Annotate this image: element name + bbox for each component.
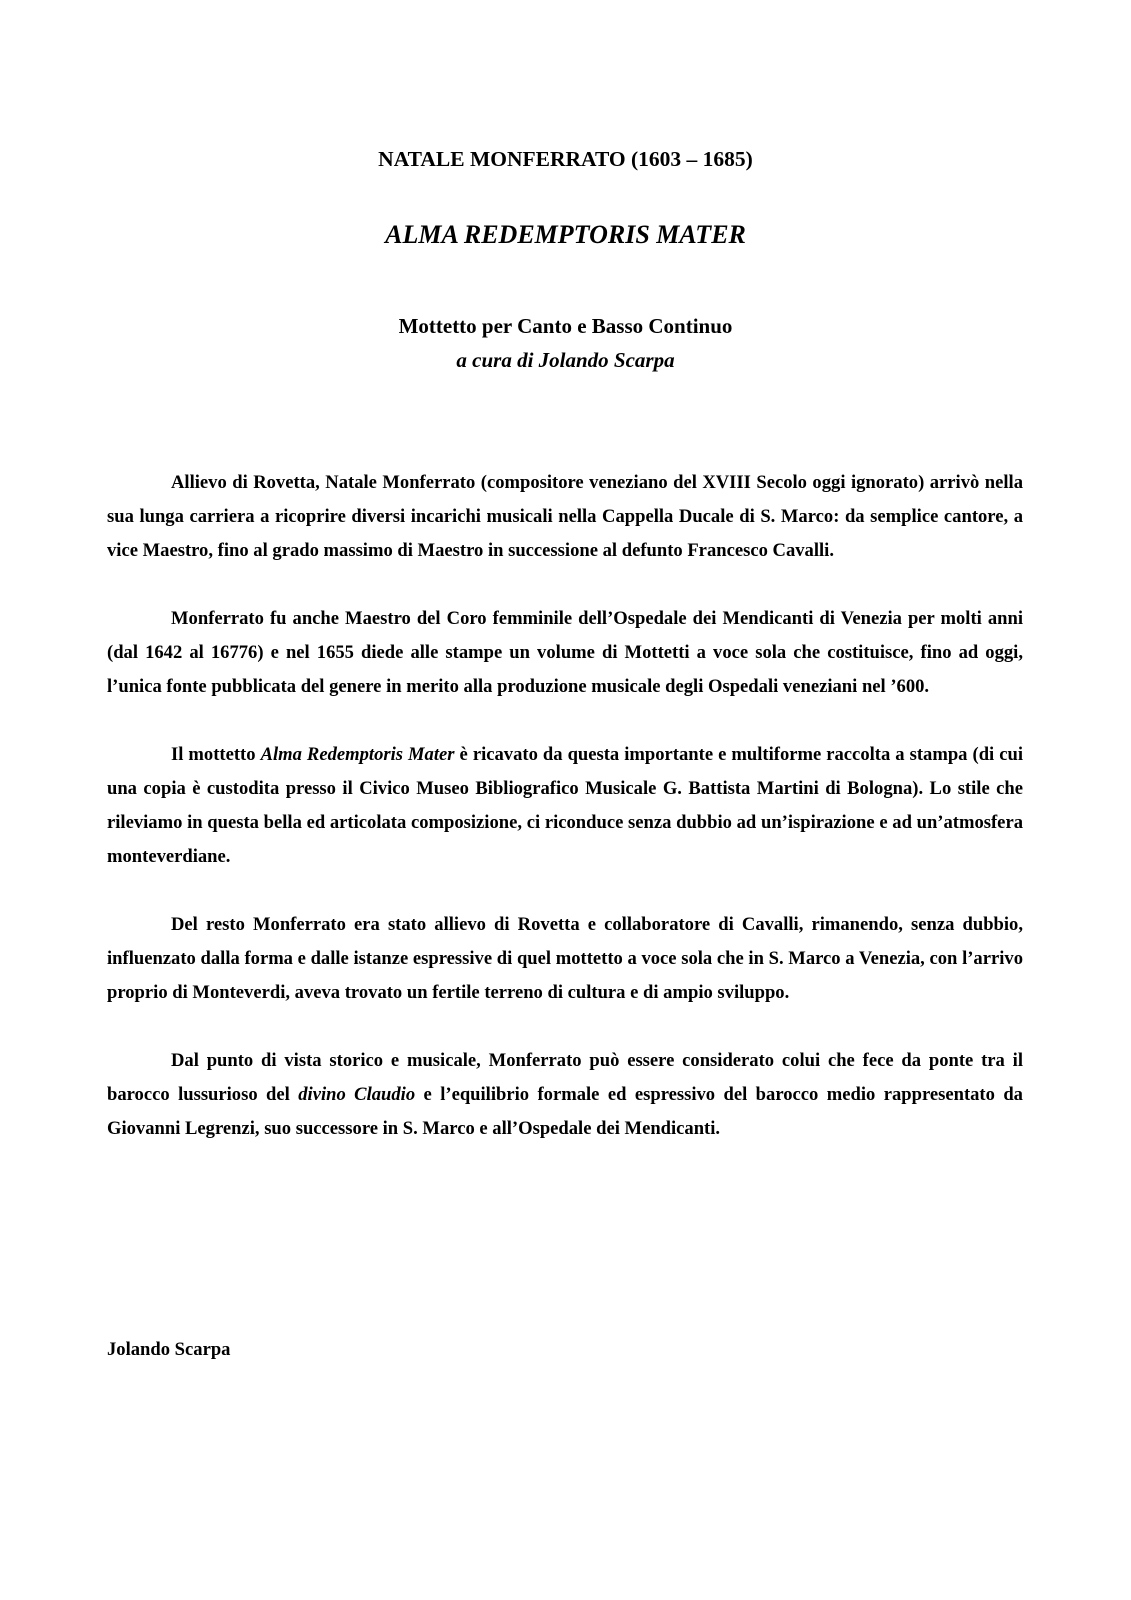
body-text [107, 466, 1023, 1180]
paragraph-text: Allievo di Rovetta, Natale Monferrato (compositore veneziano del XVIII Secolo oggi ignorato) arrivò nella sua lunga carriera a ricoprire diversi incarichi musicali nella Cappella Ducale di S. Marco: da semplice cantore, a vice Maestro, fino al grado massimo di Maestro in successione al defunto Francesco Cavalli. [107, 472, 1023, 561]
paragraph-text: e l’equilibrio formale ed espressivo del barocco medio rappresentato da Giovanni Legrenzi, suo successore in S. Marco e all’Ospedale dei Mendicanti. [107, 1084, 1023, 1139]
composer-heading: NATALE MONFERRATO (1603 – 1685) [378, 147, 753, 171]
italic-title-text: Alma Redemptoris Mater [260, 744, 455, 765]
subtitle: Mottetto per Canto e Basso Continuo [398, 314, 733, 338]
paragraph-text: Il mottetto [171, 744, 261, 765]
paragraph-5 [107, 1044, 1023, 1146]
paragraph-4 [107, 908, 1023, 1010]
paragraph-text: Del resto Monferrato era stato allievo di Rovetta e collaboratore di Cavalli, rimanendo, senza dubbio, influenzato dalla forma e dalle istanze espressive di quel mottetto a voce sola che in S. Marco a Venezia, con l’arrivo proprio di Monteverdi, aveva trovato un fertile terreno di cultura e di ampio sviluppo. [107, 914, 1023, 1003]
signature: Jolando Scarpa [107, 1339, 231, 1360]
paragraph-text: Monferrato fu anche Maestro del Coro femminile dell’Ospedale dei Mendicanti di Venezia per molti anni (dal 1642 al 16776) e nel 1655 diede alle stampe un volume di Mottetti a voce sola che costituisce, fino ad oggi, l’unica fonte pubblicata del genere in merito alla produzione musicale degli Ospedali veneziani nel ’600. [107, 608, 1023, 697]
paragraph-3 [107, 738, 1023, 874]
paragraph-2 [107, 602, 1023, 704]
italic-title-text: divino Claudio [298, 1084, 416, 1105]
paragraph-text: è ricavato da questa importante e multiforme raccolta a stampa (di cui una copia è custodita presso il Civico Museo Bibliografico Musicale G. Battista Martini di Bologna). Lo stile che rileviamo in questa bella ed articolata composizione, ci riconduce senza dubbio ad un’ispirazione e ad un’atmosfera monteverdiane. [107, 744, 1023, 867]
paragraph-text: Dal punto di vista storico e musicale, Monferrato può essere considerato colui che fece da ponte tra il barocco lussurioso del [107, 1050, 1023, 1105]
editor-credit: a cura di Jolando Scarpa [456, 348, 675, 372]
paragraph-1 [107, 466, 1023, 568]
work-title: ALMA REDEMPTORIS MATER [385, 220, 746, 249]
